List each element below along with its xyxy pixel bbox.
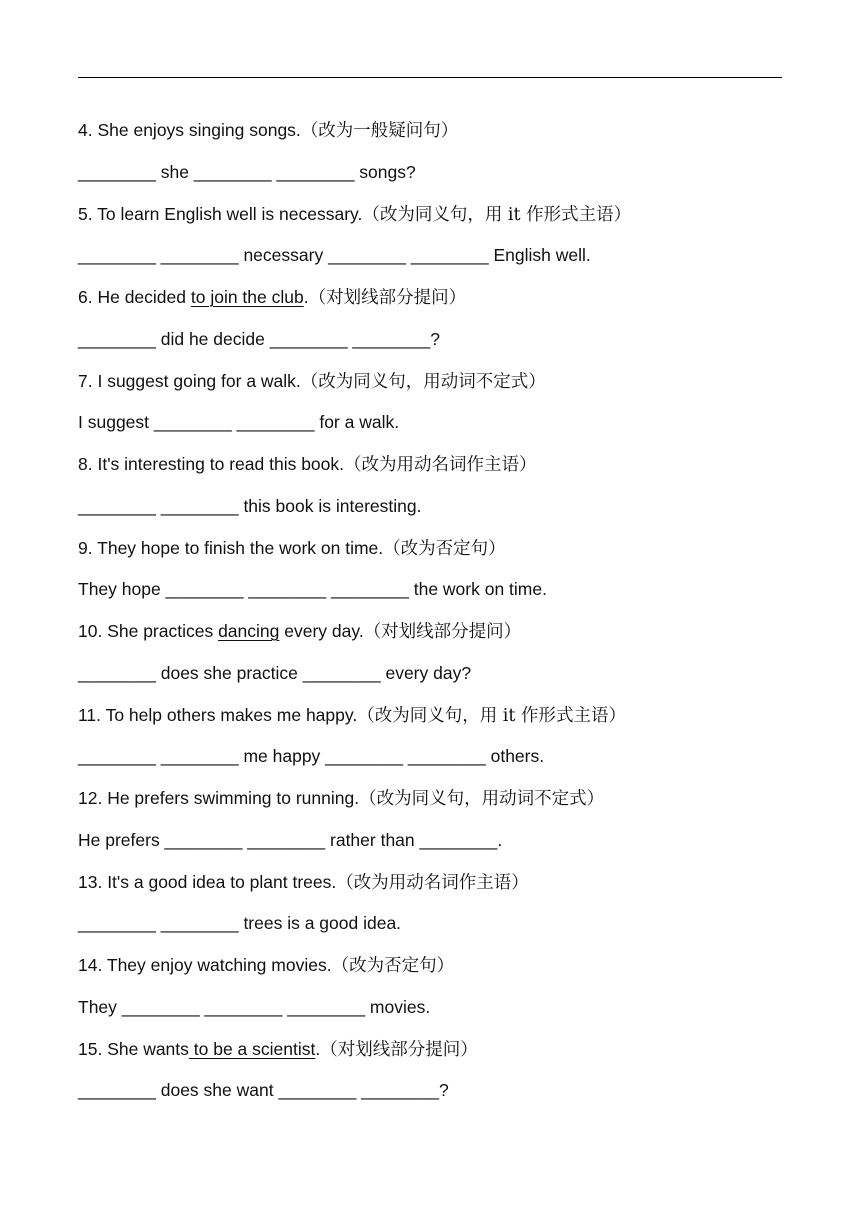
exercise-number: 12. (78, 788, 103, 808)
instruction: （改为否定句） (331, 956, 455, 976)
sentence-end: . (303, 287, 309, 307)
sentence-text: He prefers swimming to running. (102, 788, 360, 808)
exercise-number: 8. (78, 454, 93, 474)
instruction: （改为同义句，用动词不定式） (300, 371, 546, 392)
exercise-7-answer: I suggest ________ ________ for a walk. (78, 412, 400, 433)
exercise-13-answer: ________ ________ trees is a good idea. (78, 913, 402, 934)
exercise-6-question (78, 280, 782, 322)
sentence-text: To learn English well is necessary. (92, 203, 363, 224)
exercise-number: 7. (78, 370, 93, 391)
sentence-text: They hope to finish the work on time. (92, 537, 384, 558)
instruction: （改为同义句，用动词不定式） (359, 789, 605, 809)
underlined-text: to join the club (190, 287, 304, 307)
exercise-number: 10. (78, 621, 103, 641)
sentence-end: . (315, 1038, 321, 1059)
exercise-10-answer: ________ does she practice ________ every day? (78, 662, 472, 683)
exercise-8-answer: ________ ________ this book is interesting. (78, 495, 422, 516)
instruction: （改为同义句，用 it 作形式主语） (362, 204, 632, 225)
exercise-number: 11. (78, 704, 102, 725)
header-rule (78, 77, 782, 78)
exercise-9-answer: They hope ________ ________ ________ the work on time. (78, 579, 547, 600)
exercise-4-answer: ________ she ________ ________ songs? (78, 161, 416, 182)
underlined-text: dancing (218, 621, 280, 641)
exercise-list (78, 113, 782, 1115)
sentence-text: To help others makes me happy. (101, 704, 358, 725)
exercise-8-question (78, 447, 782, 489)
exercise-5-question (78, 197, 782, 239)
exercise-12-answer: He prefers ________ ________ rather than ________. (78, 829, 503, 850)
exercise-14-question (78, 948, 782, 990)
exercise-9-question (78, 531, 782, 573)
exercise-number: 14. (78, 955, 103, 975)
sentence-text: He decided (92, 287, 191, 307)
instruction: （对划线部分提问） (320, 1039, 478, 1060)
exercise-12-question (78, 781, 782, 823)
sentence-text: It's a good idea to plant trees. (102, 871, 337, 892)
underlined-text: to be a scientist (188, 1038, 316, 1059)
sentence-end: every day. (279, 621, 364, 641)
exercise-7-question (78, 364, 782, 406)
exercise-number: 9. (78, 537, 93, 558)
instruction: （改为一般疑问句） (300, 121, 459, 141)
sentence-text: She practices (102, 621, 219, 641)
exercise-number: 13. (78, 871, 103, 892)
exercise-number: 4. (78, 120, 93, 140)
sentence-text: She wants (102, 1038, 189, 1059)
exercise-5-answer: ________ ________ necessary ________ ________ English well. (78, 245, 591, 266)
sentence-text: She enjoys singing songs. (92, 120, 301, 140)
exercise-15-question (78, 1032, 782, 1074)
exercise-4-question (78, 113, 782, 155)
sentence-text: I suggest going for a walk. (92, 370, 301, 391)
instruction: （改为用动名词作主语） (336, 872, 529, 893)
sentence-text: It's interesting to read this book. (92, 454, 345, 474)
exercise-number: 15. (78, 1038, 103, 1059)
exercise-6-answer: ________ did he decide ________ ________? (78, 328, 441, 349)
exercise-13-question (78, 865, 782, 907)
sentence-text: They enjoy watching movies. (102, 955, 332, 975)
exercise-10-question (78, 614, 782, 656)
instruction: （改为同义句，用 it 作形式主语） (357, 705, 626, 726)
instruction: （对划线部分提问） (363, 622, 522, 642)
exercise-11-answer: ________ ________ me happy ________ ________ others. (78, 746, 545, 767)
instruction: （改为用动名词作主语） (344, 455, 537, 475)
instruction: （改为否定句） (383, 538, 506, 559)
exercise-number: 5. (78, 203, 93, 224)
exercise-11-question (78, 698, 782, 740)
exercise-15-answer: ________ does she want ________ ________? (78, 1080, 449, 1101)
instruction: （对划线部分提问） (308, 288, 467, 308)
exercise-number: 6. (78, 287, 93, 307)
exercise-14-answer: They ________ ________ ________ movies. (78, 996, 431, 1017)
